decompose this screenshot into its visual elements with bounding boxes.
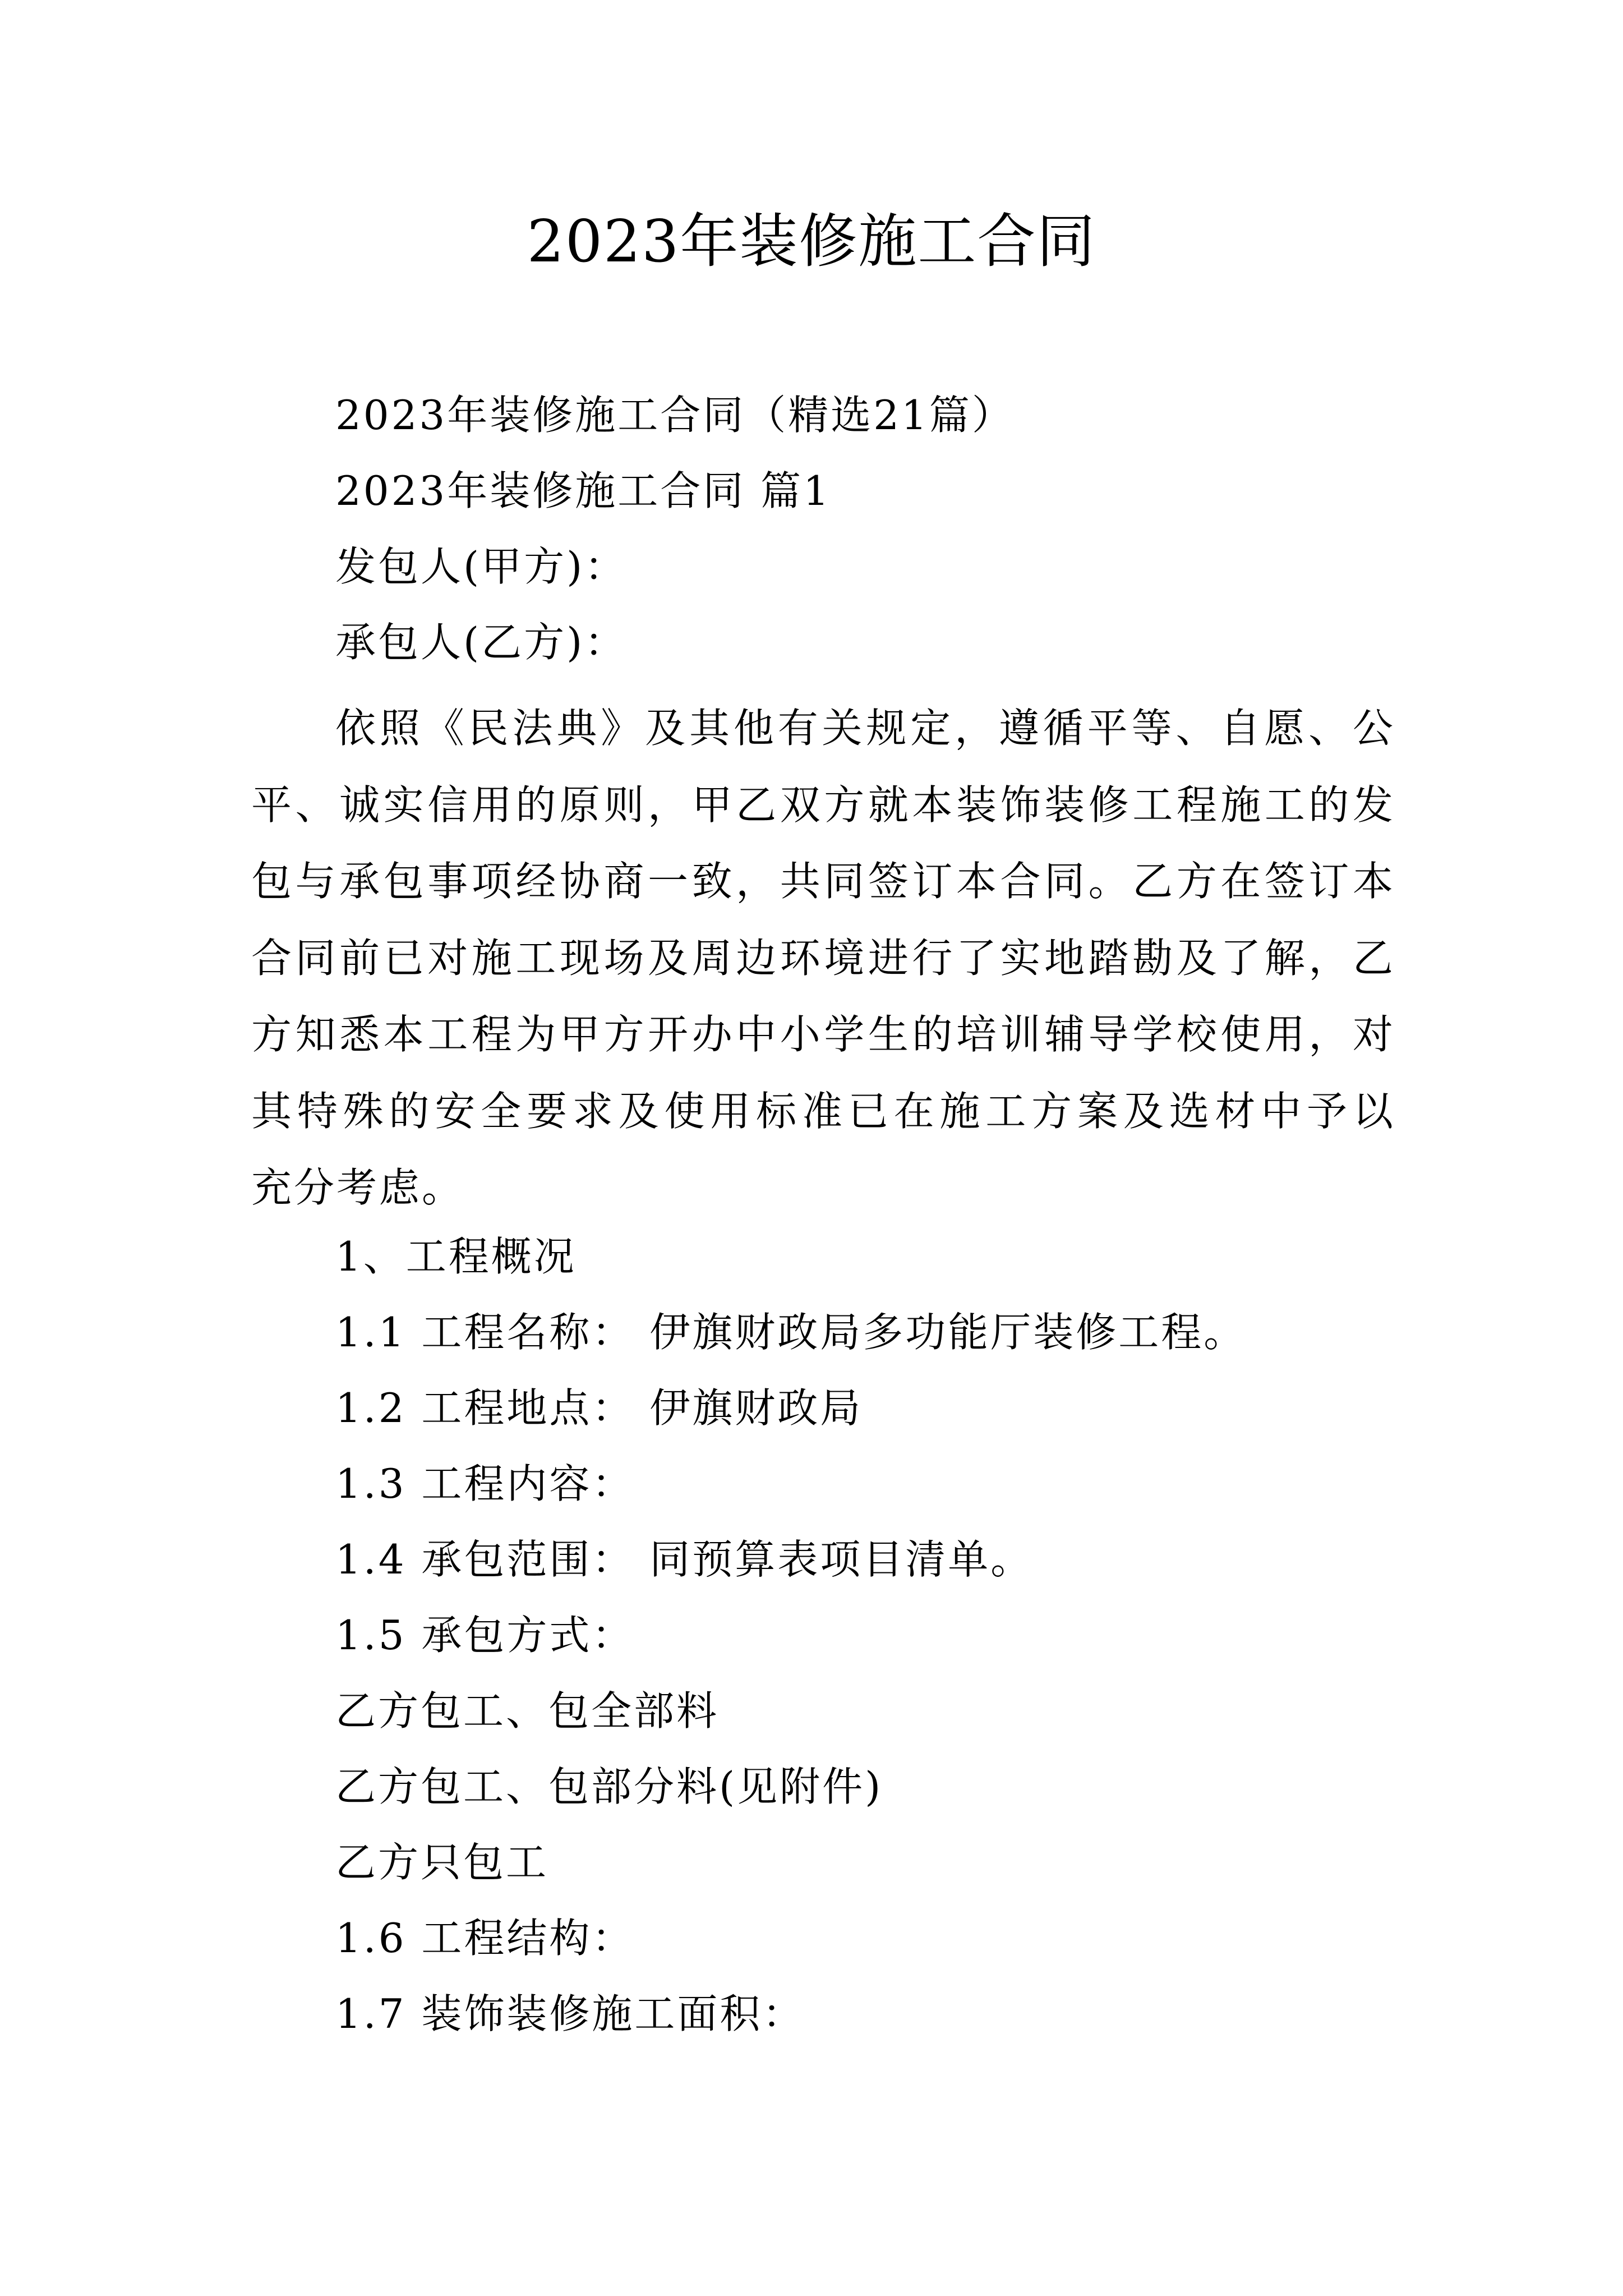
paragraph-line: 充分考虑。 <box>251 1164 465 1211</box>
party-b-line: 承包人(乙方)： <box>335 619 628 666</box>
intro-paragraph <box>251 690 1395 1226</box>
clause-1-5: 1.5 承包方式： <box>335 1612 635 1659</box>
paragraph-line: 其特殊的安全要求及使用标准已在施工方案及选材中予以 <box>251 1087 1395 1135</box>
paragraph-line: 方知悉本工程为甲方开办中小学生的培训辅导学校使用，对 <box>251 1011 1395 1058</box>
clause-1-heading: 1、工程概况 <box>335 1233 577 1280</box>
document-subtitle: 2023年装修施工合同（精选21篇） <box>335 392 1015 439</box>
section-heading: 2023年装修施工合同 篇1 <box>335 467 831 514</box>
option-line-2: 乙方包工、包部分料(见附件) <box>335 1763 883 1810</box>
clause-1-6: 1.6 工程结构： <box>335 1915 635 1962</box>
clause-1-2: 1.2 工程地点： 伊旗财政局 <box>335 1384 863 1432</box>
clause-1-3: 1.3 工程内容： <box>335 1460 635 1507</box>
paragraph-line: 依照《民法典》及其他有关规定，遵循平等、自愿、公 <box>335 705 1395 752</box>
document-title: 2023年装修施工合同 <box>527 207 1096 275</box>
option-line-3: 乙方只包工 <box>335 1839 549 1886</box>
option-line-1: 乙方包工、包全部料 <box>335 1687 720 1734</box>
paragraph-line: 包与承包事项经协商一致，共同签订本合同。乙方在签订本 <box>251 858 1395 905</box>
paragraph-line: 平、诚实信用的原则，甲乙双方就本装饰装修工程施工的发 <box>251 781 1395 829</box>
party-a-line: 发包人(甲方)： <box>335 543 628 590</box>
clause-1-7: 1.7 装饰装修施工面积： <box>335 1990 805 2037</box>
clause-1-1: 1.1 工程名称： 伊旗财政局多功能厅装修工程。 <box>335 1309 1247 1356</box>
paragraph-line: 合同前已对施工现场及周边环境进行了实地踏勘及了解，乙 <box>251 934 1395 982</box>
clause-1-4: 1.4 承包范围： 同预算表项目清单。 <box>335 1536 1034 1583</box>
